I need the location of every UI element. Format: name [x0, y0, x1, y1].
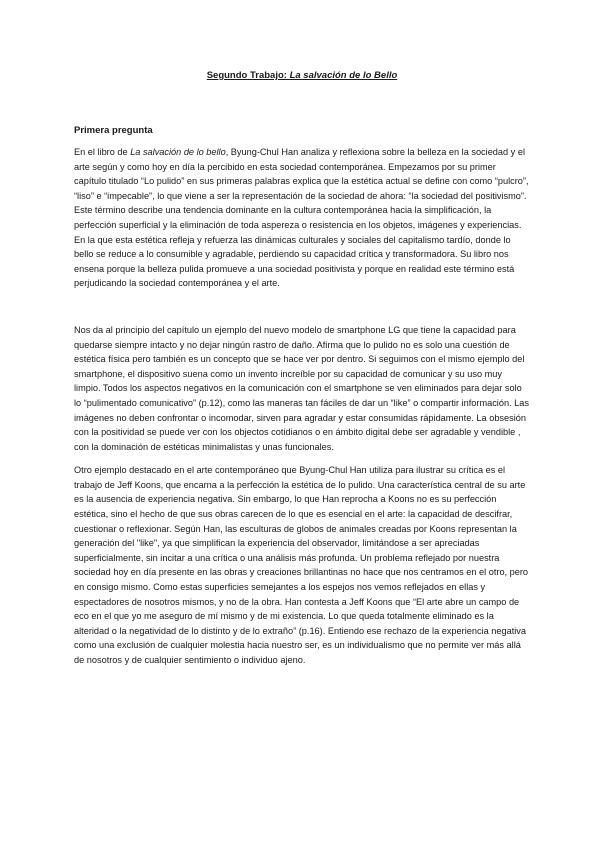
paragraph-1 [74, 145, 530, 291]
title-prefix: Segundo Trabajo: [206, 70, 290, 81]
section-heading: Primera pregunta [74, 125, 153, 136]
book-title-italic: La salvación de lo bello [130, 147, 226, 157]
paragraph-1-rest: , Byung-Chul Han analiza y reflexiona sobre la belleza en la sociedad y el arte según y como hoy en día la percibido en esta sociedad contemporánea. Empezamos por su primer capítulo titulado “Lo pulido” en sus primeras palabras explica que la estética actual se define con como “pulcro”, “liso” e “impecable”, lo que viene a ser la representación de la sociedad de ahora: “la sociedad del positivismo”. Este término describe una tendencia dominante en la cultura contemporánea hacia la simplificación, la perfección superficial y la eliminación de toda aspereza o resistencia en los objetos, imágenes y experiencias. En la que esta estética refleja y refuerza las dinámicas culturales y sociales del capitalismo tardío, donde lo bello se reduce a lo consumible y agradable, perdiendo su capacidad crítica y transformadora. Su libro nos ensena porque la belleza pulida promueve a una sociedad positivista y porque en realidad este término está perjudicando la sociedad contemporánea y el arte. [74, 147, 529, 289]
paragraph-3: Otro ejemplo destacado en el arte contemporáneo que Byung-Chul Han utiliza para ilustrar su crítica es el trabajo de Jeff Koons, que encarna a la perfección la estética de lo pulido. Una característica central de su arte es la ausencia de experiencia negativa. Sin embargo, lo que Han reprocha a Koons no es su perfección estética, sino el hecho de que sus obras carecen de lo que es esencial en el arte: la capacidad de descifrar, cuestionar o reflexionar. Según Han, las esculturas de globos de animales creadas por Koons representan la generación del "like", ya que simplifican la experiencia del observador, limitándose a ser apreciadas superficialmente, sin incitar a una crítica o una análisis más profunda. Un problema reflejado por nuestra sociedad hoy en día presente en las obras y creaciones brillantinas no hace que nos centramos en el otro, pero en consigo mismo. Como estas superficies semejantes a los espejos nos vemos reflejados en ellas y espectadores de nosotros mismos, y no de la obra. Han contesta a Jeff Koons que “El arte abre un campo de eco en el que yo me aseguro de mí mismo y de mi existencia. Lo que queda totalmente eliminado es la alteridad o la negatividad de lo distinto y de lo extraño” (p.16). Entiendo ese rechazo de la experiencia negativa como una exclusión de cualquier molestia hacia nuestro ser, es un individualismo que no permite ver más allá de nosotros y de cualquier sentimiento o individuo ajeno. [74, 465, 529, 665]
paragraph-1-start: En el libro de [74, 147, 131, 157]
paragraph-2: Nos da al principio del capítulo un ejemplo del nuevo modelo de smartphone LG que tiene la capacidad para quedarse siempre intacto y no dejar ningún rastro de daño. Afirma que lo pulido no es solo una cuestión de estética física pero también es un concepto que se hace ver por dentro. Si seguimos con el mismo ejemplo del smartphone, el dispositivo suena como un invento increíble por su capacidad de comunicar y su uso muy limpio. Todos los aspectos negativos en la comunicación con el smartphone se ven eliminados para dejar solo lo “pulimentado comunicativo” (p.12), como las maneras tan fáciles de dar un “like” o compartir información. Las imágenes no deben confrontar o incomodar, sirven para agradar y estar consumidas rápidamente. La obsesión con la positividad se puede ver con los objectos cotidianos o en ámbito digital debe ser agradable y vendible , con la dominación de estéticas minimalistas y unas funcionales. [74, 324, 529, 452]
document-title [74, 70, 530, 81]
title-italic: La salvación de lo Bello [289, 70, 398, 81]
document-page [74, 70, 530, 668]
